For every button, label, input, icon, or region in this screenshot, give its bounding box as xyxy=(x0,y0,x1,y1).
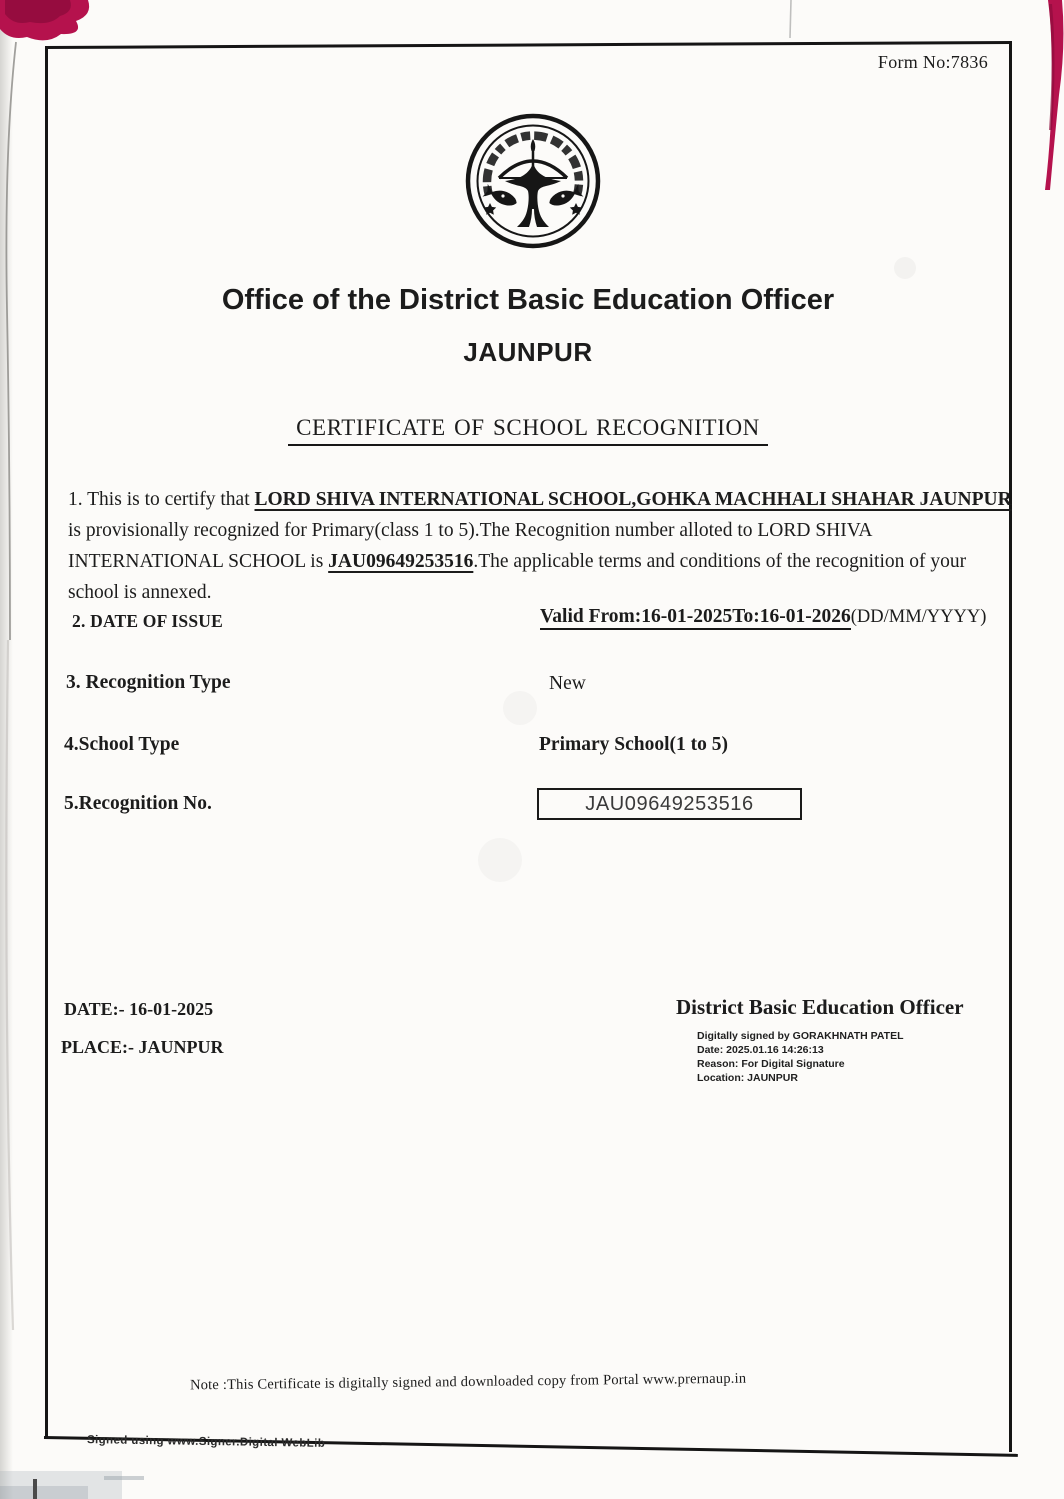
signature-reason: Reason: For Digital Signature xyxy=(697,1058,845,1070)
recognition-type-value: New xyxy=(549,673,586,694)
officer-designation: District Basic Education Officer xyxy=(676,995,964,1019)
scan-fold-mark xyxy=(790,0,791,38)
scan-smudge xyxy=(503,691,537,725)
certificate-title: CERTIFICATE OF SCHOOL RECOGNITION xyxy=(288,415,768,446)
scan-stain-top-right xyxy=(1045,0,1063,190)
signature-signer: Digitally signed by GORAKHNATH PATEL xyxy=(697,1030,904,1042)
date-of-issue-value xyxy=(540,606,986,628)
recognition-no-label: 5.Recognition No. xyxy=(64,793,212,814)
signing-library-caption: Signed using www.Signer.Digital WebLib xyxy=(86,1434,326,1450)
date-of-issue-label: 2. DATE OF ISSUE xyxy=(72,611,224,631)
form-number: Form No:7836 xyxy=(877,52,988,72)
signature-date: Date: 2025.01.16 14:26:13 xyxy=(697,1044,824,1056)
date-format-hint: (DD/MM/YYYY) xyxy=(850,607,987,627)
recognition-type-label: 3. Recognition Type xyxy=(66,672,231,693)
issue-place: PLACE:- JAUNPUR xyxy=(61,1037,224,1057)
scan-smudge xyxy=(478,838,522,882)
school-type-label: 4.School Type xyxy=(64,734,180,755)
office-district: JAUNPUR xyxy=(463,337,593,367)
scan-bottom-left-texture xyxy=(0,1471,144,1499)
signature-location: Location: JAUNPUR xyxy=(697,1072,798,1084)
certify-suffix: .The applicable terms and conditions of the recognition of your school is annexed. xyxy=(68,551,967,603)
certification-paragraph xyxy=(68,484,1016,608)
validity-range: Valid From:16-01-2025To:16-01-2026 xyxy=(540,606,851,630)
issue-date: DATE:- 16-01-2025 xyxy=(64,999,214,1019)
digital-signature-block xyxy=(697,1029,904,1085)
scan-left-edge-shadow xyxy=(0,0,13,1499)
school-type-value: Primary School(1 to 5) xyxy=(539,734,729,755)
school-name: LORD SHIVA INTERNATIONAL SCHOOL,GOHKA MACHHALI SHAHAR JAUNPUR xyxy=(254,489,1012,510)
certify-prefix: 1. This is to certify that xyxy=(68,489,255,510)
uttar-pradesh-emblem-icon xyxy=(463,110,603,252)
recognition-number-inline: JAU09649253516 xyxy=(328,551,474,572)
scan-stain-top-left xyxy=(0,0,89,40)
certificate-title-row xyxy=(45,415,1011,446)
frame-border-left xyxy=(45,46,48,1438)
scan-smudge xyxy=(894,257,916,279)
certify-middle: is provisionally recognized for Primary(class 1 to 5).The Recognition number alloted to LORD SHIVA INTERNATIONAL SCHOOL is xyxy=(68,520,872,572)
recognition-no-box xyxy=(537,788,802,820)
frame-border-top xyxy=(45,41,1011,49)
office-title: Office of the District Basic Education Officer xyxy=(221,284,835,316)
footer-note: Note :This Certificate is digitally signed and downloaded copy from Portal www.prernaup.in xyxy=(189,1370,747,1394)
recognition-no-value: JAU09649253516 xyxy=(585,792,754,815)
frame-border-right xyxy=(1009,41,1012,1452)
